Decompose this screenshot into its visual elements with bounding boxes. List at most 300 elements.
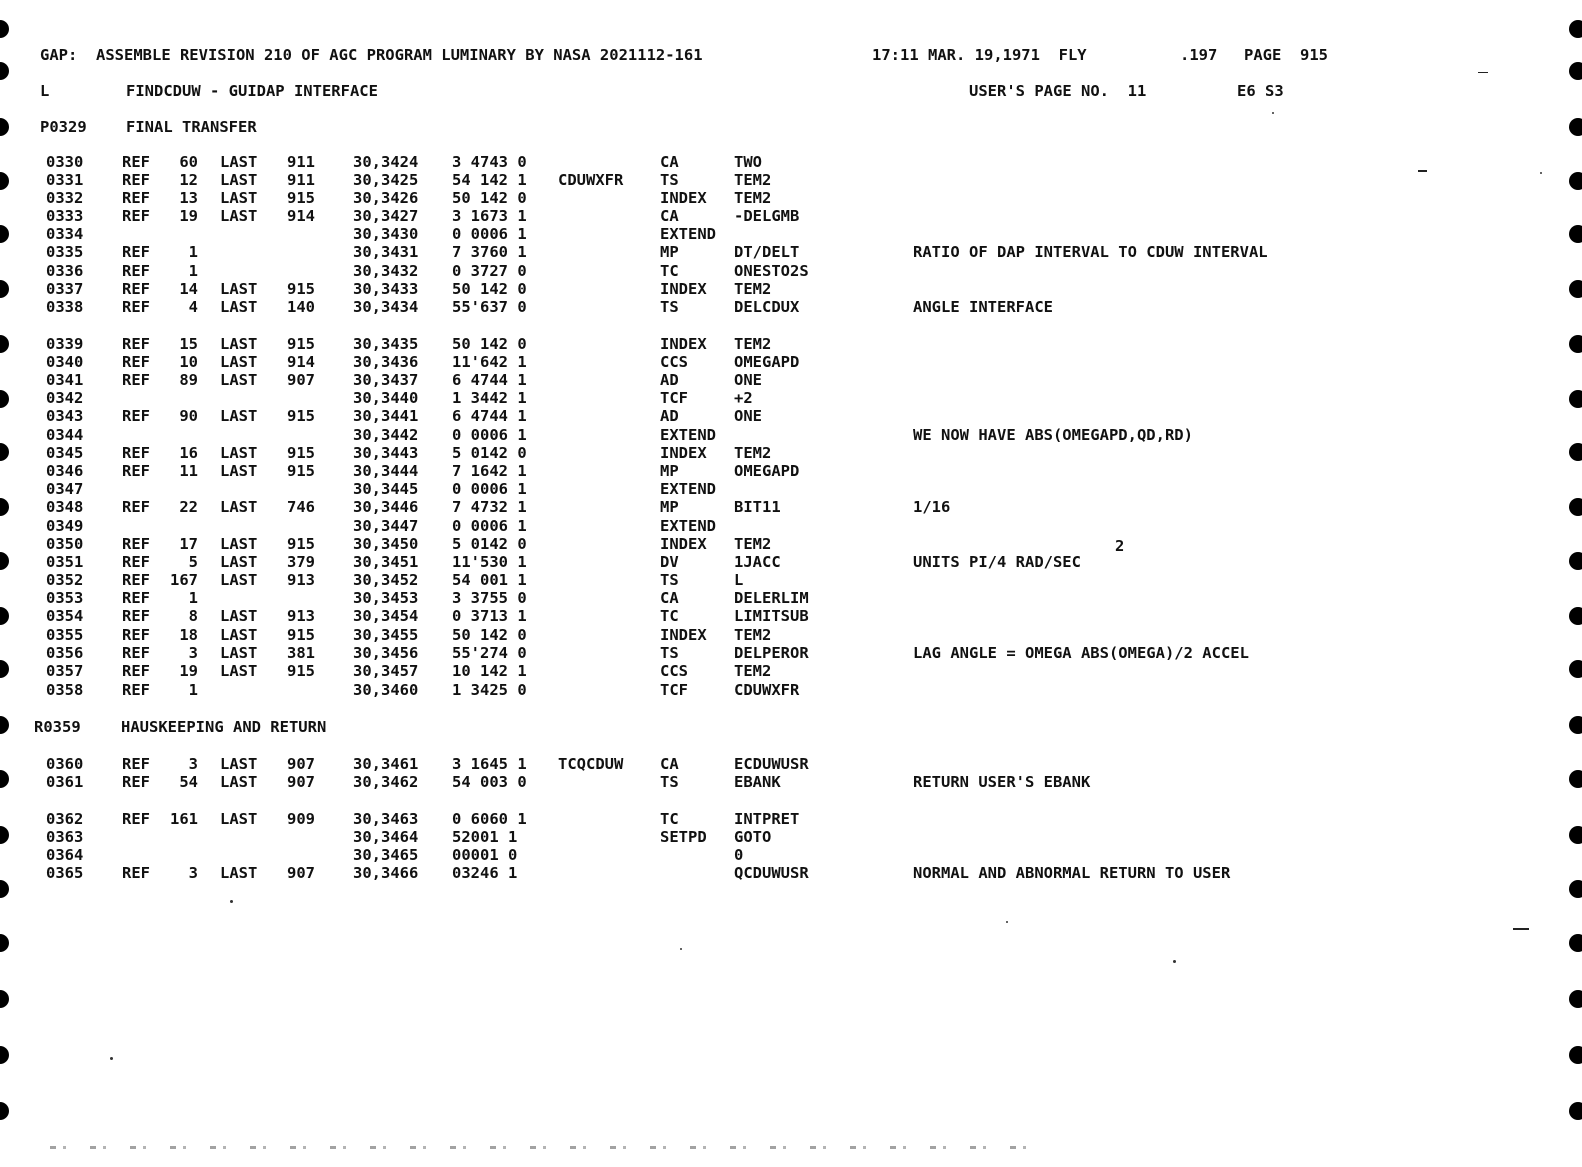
address: 30,3432 bbox=[353, 262, 419, 280]
opcode: TC bbox=[660, 262, 679, 280]
ref-keyword: REF bbox=[122, 353, 150, 371]
line-number: 0355 bbox=[46, 626, 84, 644]
listing-row bbox=[0, 243, 1582, 261]
listing-row bbox=[0, 407, 1582, 425]
ref-count: 18 bbox=[179, 626, 198, 644]
listing-row bbox=[0, 353, 1582, 371]
opcode: EXTEND bbox=[660, 225, 716, 243]
last-keyword: LAST bbox=[220, 571, 258, 589]
ref-count: 10 bbox=[179, 353, 198, 371]
statement-label: TCQCDUW bbox=[558, 755, 624, 773]
address: 30,3440 bbox=[353, 389, 419, 407]
listing-row bbox=[0, 444, 1582, 462]
last-page: 911 bbox=[287, 171, 315, 189]
speck bbox=[230, 900, 233, 903]
ref-keyword: REF bbox=[122, 755, 150, 773]
operand: TEM2 bbox=[734, 280, 772, 298]
ref-keyword: REF bbox=[122, 407, 150, 425]
statement-label: CDUWXFR bbox=[558, 171, 624, 189]
line-number: 0349 bbox=[46, 517, 84, 535]
section-id-final-transfer: P0329 bbox=[40, 118, 87, 136]
listing-row bbox=[0, 207, 1582, 225]
last-keyword: LAST bbox=[220, 353, 258, 371]
opcode: MP bbox=[660, 462, 679, 480]
ref-count: 54 bbox=[179, 773, 198, 791]
listing-row bbox=[0, 280, 1582, 298]
operand: DELERLIM bbox=[734, 589, 809, 607]
listing-row bbox=[0, 335, 1582, 353]
octal-code: 00001 0 bbox=[452, 846, 518, 864]
octal-code: 3 3755 0 bbox=[452, 589, 527, 607]
ref-keyword: REF bbox=[122, 535, 150, 553]
listing-row bbox=[0, 828, 1582, 846]
octal-code: 11'642 1 bbox=[452, 353, 527, 371]
listing-row bbox=[0, 662, 1582, 680]
operand: OMEGAPD bbox=[734, 353, 800, 371]
listing-row bbox=[0, 389, 1582, 407]
ref-count: 1 bbox=[188, 243, 198, 261]
ref-count: 8 bbox=[188, 607, 198, 625]
last-keyword: LAST bbox=[220, 171, 258, 189]
operand: ECDUWUSR bbox=[734, 755, 809, 773]
ref-keyword: REF bbox=[122, 810, 150, 828]
listing-row bbox=[0, 298, 1582, 316]
ref-keyword: REF bbox=[122, 553, 150, 571]
opcode: AD bbox=[660, 371, 679, 389]
ref-count: 3 bbox=[188, 864, 198, 882]
operand: TEM2 bbox=[734, 335, 772, 353]
opcode: TS bbox=[660, 644, 679, 662]
operand: ONE bbox=[734, 371, 762, 389]
line-number: 0362 bbox=[46, 810, 84, 828]
last-keyword: LAST bbox=[220, 189, 258, 207]
octal-code: 11'530 1 bbox=[452, 553, 527, 571]
address: 30,3436 bbox=[353, 353, 419, 371]
address: 30,3442 bbox=[353, 426, 419, 444]
operand: TEM2 bbox=[734, 444, 772, 462]
last-page: 907 bbox=[287, 371, 315, 389]
speck bbox=[1418, 170, 1427, 172]
line-number: 0331 bbox=[46, 171, 84, 189]
ref-count: 1 bbox=[188, 681, 198, 699]
listing-row bbox=[0, 626, 1582, 644]
opcode: TCF bbox=[660, 681, 688, 699]
line-number: 0353 bbox=[46, 589, 84, 607]
ref-keyword: REF bbox=[122, 498, 150, 516]
opcode: INDEX bbox=[660, 535, 707, 553]
address: 30,3445 bbox=[353, 480, 419, 498]
last-page: 914 bbox=[287, 353, 315, 371]
listing-row bbox=[0, 371, 1582, 389]
line-number: 0361 bbox=[46, 773, 84, 791]
octal-code: 1 3442 1 bbox=[452, 389, 527, 407]
last-page: 915 bbox=[287, 462, 315, 480]
last-page: 907 bbox=[287, 773, 315, 791]
last-keyword: LAST bbox=[220, 207, 258, 225]
last-page: 911 bbox=[287, 153, 315, 171]
address: 30,3450 bbox=[353, 535, 419, 553]
opcode: TC bbox=[660, 607, 679, 625]
comment: UNITS PI/4 RAD/SEC bbox=[913, 553, 1081, 571]
listing-row bbox=[0, 462, 1582, 480]
address: 30,3441 bbox=[353, 407, 419, 425]
opcode: TS bbox=[660, 773, 679, 791]
ref-count: 12 bbox=[179, 171, 198, 189]
octal-code: 55'274 0 bbox=[452, 644, 527, 662]
opcode: CA bbox=[660, 207, 679, 225]
line-number: 0354 bbox=[46, 607, 84, 625]
feed-hole bbox=[0, 62, 9, 80]
last-keyword: LAST bbox=[220, 626, 258, 644]
operand: DT/DELT bbox=[734, 243, 800, 261]
comment: 1/16 bbox=[913, 498, 951, 516]
operand: 0 bbox=[734, 846, 744, 864]
opcode: TCF bbox=[660, 389, 688, 407]
listing-row bbox=[0, 189, 1582, 207]
opcode: CA bbox=[660, 755, 679, 773]
comment: ANGLE INTERFACE bbox=[913, 298, 1053, 316]
feed-hole bbox=[1569, 62, 1582, 80]
feed-hole bbox=[0, 118, 9, 136]
line-number: 0346 bbox=[46, 462, 84, 480]
operand: BIT11 bbox=[734, 498, 781, 516]
address: 30,3425 bbox=[353, 171, 419, 189]
feed-hole bbox=[1569, 1102, 1582, 1120]
line-number: 0332 bbox=[46, 189, 84, 207]
last-page: 913 bbox=[287, 607, 315, 625]
address: 30,3460 bbox=[353, 681, 419, 699]
feed-hole bbox=[1569, 1046, 1582, 1064]
last-page: 746 bbox=[287, 498, 315, 516]
last-keyword: LAST bbox=[220, 335, 258, 353]
ref-keyword: REF bbox=[122, 243, 150, 261]
address: 30,3451 bbox=[353, 553, 419, 571]
ref-count: 5 bbox=[188, 553, 198, 571]
section-title-final-transfer: FINAL TRANSFER bbox=[126, 118, 257, 136]
operand: TEM2 bbox=[734, 171, 772, 189]
octal-code: 7 1642 1 bbox=[452, 462, 527, 480]
octal-code: 0 0006 1 bbox=[452, 480, 527, 498]
line-number: 0365 bbox=[46, 864, 84, 882]
ref-keyword: REF bbox=[122, 371, 150, 389]
last-keyword: LAST bbox=[220, 407, 258, 425]
ref-count: 19 bbox=[179, 207, 198, 225]
ref-keyword: REF bbox=[122, 773, 150, 791]
address: 30,3437 bbox=[353, 371, 419, 389]
address: 30,3426 bbox=[353, 189, 419, 207]
operand: TEM2 bbox=[734, 535, 772, 553]
last-page: 915 bbox=[287, 407, 315, 425]
opcode: INDEX bbox=[660, 335, 707, 353]
last-keyword: LAST bbox=[220, 153, 258, 171]
listing-row bbox=[0, 607, 1582, 625]
last-keyword: LAST bbox=[220, 371, 258, 389]
operand: TEM2 bbox=[734, 189, 772, 207]
octal-code: 52001 1 bbox=[452, 828, 518, 846]
octal-code: 7 3760 1 bbox=[452, 243, 527, 261]
last-page: 915 bbox=[287, 189, 315, 207]
operand: -DELGMB bbox=[734, 207, 800, 225]
operand: INTPRET bbox=[734, 810, 800, 828]
feed-hole bbox=[1569, 118, 1582, 136]
octal-code: 7 4732 1 bbox=[452, 498, 527, 516]
opcode: TS bbox=[660, 171, 679, 189]
operand: ONESTO2S bbox=[734, 262, 809, 280]
line-number: 0347 bbox=[46, 480, 84, 498]
ref-keyword: REF bbox=[122, 589, 150, 607]
opcode: MP bbox=[660, 243, 679, 261]
ref-keyword: REF bbox=[122, 207, 150, 225]
ref-keyword: REF bbox=[122, 644, 150, 662]
listing-row bbox=[0, 644, 1582, 662]
opcode: TC bbox=[660, 810, 679, 828]
speck bbox=[110, 1057, 113, 1060]
listing-row bbox=[0, 846, 1582, 864]
operand: +2 bbox=[734, 389, 753, 407]
ref-count: 167 bbox=[170, 571, 198, 589]
line-number: 0340 bbox=[46, 353, 84, 371]
octal-code: 1 3425 0 bbox=[452, 681, 527, 699]
line-number: 0333 bbox=[46, 207, 84, 225]
last-page: 913 bbox=[287, 571, 315, 589]
octal-code: 3 1673 1 bbox=[452, 207, 527, 225]
octal-code: 54 001 1 bbox=[452, 571, 527, 589]
octal-code: 55'637 0 bbox=[452, 298, 527, 316]
ref-count: 13 bbox=[179, 189, 198, 207]
octal-code: 5 0142 0 bbox=[452, 535, 527, 553]
last-page: 914 bbox=[287, 207, 315, 225]
section-title-housekeeping: HAUSKEEPING AND RETURN bbox=[121, 718, 327, 736]
listing-row bbox=[0, 426, 1582, 444]
operand: GOTO bbox=[734, 828, 772, 846]
listing-row bbox=[0, 864, 1582, 882]
last-page: 915 bbox=[287, 662, 315, 680]
last-page: 909 bbox=[287, 810, 315, 828]
listing-row bbox=[0, 517, 1582, 535]
line-number: 0348 bbox=[46, 498, 84, 516]
opcode: INDEX bbox=[660, 280, 707, 298]
octal-code: 54 003 0 bbox=[452, 773, 527, 791]
ref-count: 1 bbox=[188, 589, 198, 607]
feed-hole bbox=[1569, 990, 1582, 1008]
opcode: CA bbox=[660, 589, 679, 607]
opcode: CCS bbox=[660, 353, 688, 371]
line-number: 0358 bbox=[46, 681, 84, 699]
line-number: 0335 bbox=[46, 243, 84, 261]
ref-count: 16 bbox=[179, 444, 198, 462]
octal-code: 0 0006 1 bbox=[452, 426, 527, 444]
operand: TEM2 bbox=[734, 626, 772, 644]
octal-code: 0 3727 0 bbox=[452, 262, 527, 280]
last-keyword: LAST bbox=[220, 644, 258, 662]
section-id-housekeeping: R0359 bbox=[34, 718, 81, 736]
last-keyword: LAST bbox=[220, 498, 258, 516]
ref-keyword: REF bbox=[122, 298, 150, 316]
header-letter: L bbox=[40, 82, 50, 100]
line-number: 0342 bbox=[46, 389, 84, 407]
line-number: 0344 bbox=[46, 426, 84, 444]
last-page: 907 bbox=[287, 864, 315, 882]
feed-hole bbox=[1569, 934, 1582, 952]
line-number: 0351 bbox=[46, 553, 84, 571]
octal-code: 50 142 0 bbox=[452, 280, 527, 298]
listing-row bbox=[0, 773, 1582, 791]
ref-keyword: REF bbox=[122, 280, 150, 298]
ref-keyword: REF bbox=[122, 607, 150, 625]
header-timestamp: 17:11 MAR. 19,1971 FLY bbox=[872, 46, 1087, 64]
listing-row bbox=[0, 153, 1582, 171]
opcode: INDEX bbox=[660, 444, 707, 462]
address: 30,3447 bbox=[353, 517, 419, 535]
octal-code: 0 3713 1 bbox=[452, 607, 527, 625]
last-keyword: LAST bbox=[220, 810, 258, 828]
address: 30,3462 bbox=[353, 773, 419, 791]
address: 30,3466 bbox=[353, 864, 419, 882]
line-number: 0350 bbox=[46, 535, 84, 553]
ref-keyword: REF bbox=[122, 626, 150, 644]
octal-code: 6 4744 1 bbox=[452, 371, 527, 389]
line-number: 0341 bbox=[46, 371, 84, 389]
last-page: 140 bbox=[287, 298, 315, 316]
line-number: 0336 bbox=[46, 262, 84, 280]
ref-count: 14 bbox=[179, 280, 198, 298]
opcode: TS bbox=[660, 298, 679, 316]
opcode: EXTEND bbox=[660, 517, 716, 535]
speck bbox=[1006, 921, 1008, 923]
opcode: MP bbox=[660, 498, 679, 516]
ref-keyword: REF bbox=[122, 262, 150, 280]
address: 30,3461 bbox=[353, 755, 419, 773]
address: 30,3446 bbox=[353, 498, 419, 516]
comment: RETURN USER'S EBANK bbox=[913, 773, 1091, 791]
speck bbox=[1478, 72, 1488, 73]
last-keyword: LAST bbox=[220, 864, 258, 882]
listing-row bbox=[0, 681, 1582, 699]
comment: WE NOW HAVE ABS(OMEGAPD,QD,RD) bbox=[913, 426, 1193, 444]
address: 30,3427 bbox=[353, 207, 419, 225]
line-number: 0343 bbox=[46, 407, 84, 425]
address: 30,3431 bbox=[353, 243, 419, 261]
ref-count: 1 bbox=[188, 262, 198, 280]
ref-count: 17 bbox=[179, 535, 198, 553]
opcode: INDEX bbox=[660, 189, 707, 207]
octal-code: 50 142 0 bbox=[452, 626, 527, 644]
octal-code: 10 142 1 bbox=[452, 662, 527, 680]
last-keyword: LAST bbox=[220, 298, 258, 316]
header-title: GAP: ASSEMBLE REVISION 210 OF AGC PROGRAM LUMINARY BY NASA 2021112-161 bbox=[40, 46, 703, 64]
ref-keyword: REF bbox=[122, 662, 150, 680]
opcode: EXTEND bbox=[660, 480, 716, 498]
feed-hole bbox=[0, 20, 9, 38]
address: 30,3454 bbox=[353, 607, 419, 625]
comment: NORMAL AND ABNORMAL RETURN TO USER bbox=[913, 864, 1231, 882]
operand: TEM2 bbox=[734, 662, 772, 680]
ref-count: 90 bbox=[179, 407, 198, 425]
octal-code: 50 142 0 bbox=[452, 335, 527, 353]
comment: RATIO OF DAP INTERVAL TO CDUW INTERVAL bbox=[913, 243, 1268, 261]
operand: L bbox=[734, 571, 744, 589]
ref-count: 161 bbox=[170, 810, 198, 828]
feed-hole bbox=[1569, 716, 1582, 734]
operand: 1JACC bbox=[734, 553, 781, 571]
address: 30,3463 bbox=[353, 810, 419, 828]
footer-noise bbox=[50, 1146, 1050, 1149]
opcode: AD bbox=[660, 407, 679, 425]
speck bbox=[1173, 960, 1176, 963]
address: 30,3433 bbox=[353, 280, 419, 298]
last-page: 915 bbox=[287, 335, 315, 353]
feed-hole bbox=[0, 1046, 9, 1064]
last-page: 379 bbox=[287, 553, 315, 571]
listing-row bbox=[0, 498, 1582, 516]
ref-keyword: REF bbox=[122, 444, 150, 462]
last-keyword: LAST bbox=[220, 553, 258, 571]
comment: LAG ANGLE = OMEGA ABS(OMEGA)/2 ACCEL bbox=[913, 644, 1249, 662]
line-number: 0357 bbox=[46, 662, 84, 680]
last-page: 915 bbox=[287, 626, 315, 644]
address: 30,3435 bbox=[353, 335, 419, 353]
feed-hole bbox=[0, 1102, 9, 1120]
line-number: 0356 bbox=[46, 644, 84, 662]
line-number: 0330 bbox=[46, 153, 84, 171]
address: 30,3464 bbox=[353, 828, 419, 846]
last-keyword: LAST bbox=[220, 444, 258, 462]
octal-code: 0 0006 1 bbox=[452, 517, 527, 535]
opcode: DV bbox=[660, 553, 679, 571]
address: 30,3455 bbox=[353, 626, 419, 644]
ref-keyword: REF bbox=[122, 335, 150, 353]
ref-count: 4 bbox=[188, 298, 198, 316]
ref-keyword: REF bbox=[122, 571, 150, 589]
listing-row bbox=[0, 171, 1582, 189]
speck bbox=[1513, 928, 1529, 930]
ref-keyword: REF bbox=[122, 681, 150, 699]
superscript-two: 2 bbox=[1115, 537, 1125, 555]
header-serial: .197 bbox=[1180, 46, 1218, 64]
header-page-number: PAGE 915 bbox=[1244, 46, 1328, 64]
operand: OMEGAPD bbox=[734, 462, 800, 480]
address: 30,3430 bbox=[353, 225, 419, 243]
line-number: 0334 bbox=[46, 225, 84, 243]
feed-hole bbox=[0, 990, 9, 1008]
operand: CDUWXFR bbox=[734, 681, 800, 699]
operand: DELPEROR bbox=[734, 644, 809, 662]
operand: EBANK bbox=[734, 773, 781, 791]
last-page: 381 bbox=[287, 644, 315, 662]
last-page: 915 bbox=[287, 444, 315, 462]
ref-count: 11 bbox=[179, 462, 198, 480]
ref-count: 60 bbox=[179, 153, 198, 171]
address: 30,3457 bbox=[353, 662, 419, 680]
listing-row bbox=[0, 535, 1582, 553]
listing-row bbox=[0, 589, 1582, 607]
ref-keyword: REF bbox=[122, 171, 150, 189]
feed-hole bbox=[0, 934, 9, 952]
line-number: 0338 bbox=[46, 298, 84, 316]
last-keyword: LAST bbox=[220, 662, 258, 680]
line-number: 0345 bbox=[46, 444, 84, 462]
header-subtitle: FINDCDUW - GUIDAP INTERFACE bbox=[126, 82, 378, 100]
speck bbox=[1540, 172, 1542, 174]
line-number: 0339 bbox=[46, 335, 84, 353]
listing-row bbox=[0, 755, 1582, 773]
last-keyword: LAST bbox=[220, 773, 258, 791]
listing-row bbox=[0, 553, 1582, 571]
operand: DELCDUX bbox=[734, 298, 800, 316]
operand: QCDUWUSR bbox=[734, 864, 809, 882]
speck bbox=[680, 948, 682, 950]
address: 30,3444 bbox=[353, 462, 419, 480]
